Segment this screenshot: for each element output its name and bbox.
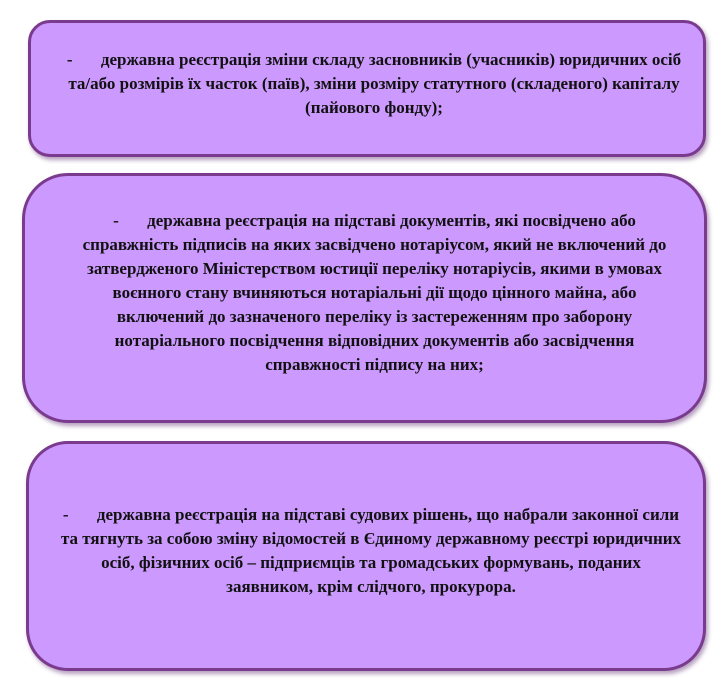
info-box-2 (22, 173, 707, 423)
list-item (55, 209, 675, 377)
item-text: державна реєстрація зміни складу засновників (учасників) юридичних осіб та/або розмірів їх часток (паїв), зміни розміру статутного (складеного) капіталу (пайового фонду); (68, 49, 682, 117)
bullet-dash: - (62, 505, 69, 524)
bullet-dash: - (113, 211, 119, 230)
list-item (50, 48, 684, 120)
bullet-dash: - (66, 49, 73, 69)
info-box-3 (26, 441, 706, 671)
item-text: державна реєстрація на підставі документів, які посвідчено або справжність підписів на яких засвідчено нотаріусом, який не включений до затвердженого Міністерством юстиції переліку нотаріусів, якими в умовах воєнного стану вчиняються нотаріальні дії щодо цінного майна, або включений до зазначеного переліку із застереженням про заборону нотаріального посвідчення відповідних документів або засвідчення справжності підпису на них; (82, 211, 667, 374)
list-item (47, 503, 685, 599)
info-box-1 (28, 20, 706, 157)
item-text: державна реєстрація на підставі судових рішень, що набрали законної сили та тягнуть за собою зміну відомостей в Єдиному державному реєстрі юридичних осіб, фізичних осіб – підприємців та громадських формувань, поданих заявником, крім слідчого, прокурора. (60, 505, 682, 596)
